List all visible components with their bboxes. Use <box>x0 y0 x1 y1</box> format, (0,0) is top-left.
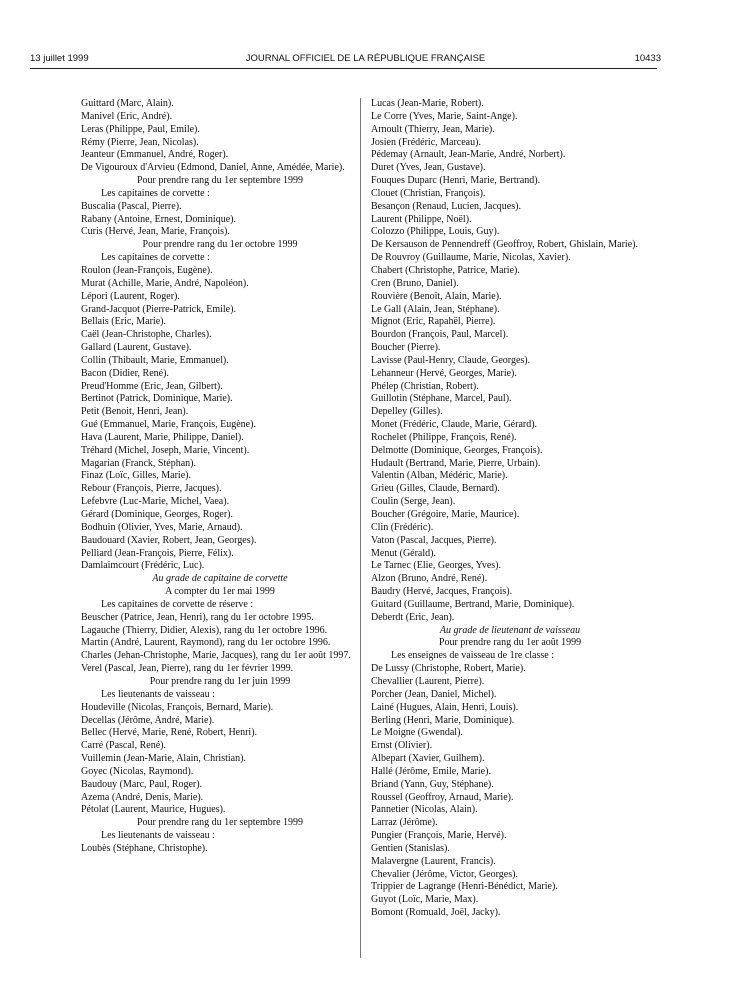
list-entry: Berling (Henri, Marie, Dominique). <box>371 714 515 726</box>
list-entry: Chabert (Christophe, Patrice, Marie). <box>371 264 520 276</box>
list-entry: Buscalia (Pascal, Pierre). <box>81 200 182 212</box>
list-entry: Hallé (Jérôme, Emile, Marie). <box>371 765 491 777</box>
list-entry: Laurent (Philippe, Noël). <box>371 213 472 225</box>
list-entry: Rochelet (Philippe, François, René). <box>371 431 517 443</box>
list-entry: Pungier (François, Marie, Hervé). <box>371 830 507 842</box>
list-entry: Bellais (Eric, Marie). <box>81 316 166 328</box>
list-entry: Cren (Bruno, Daniel). <box>371 277 459 289</box>
list-entry: Boucher (Grégoire, Marie, Maurice). <box>371 509 520 520</box>
list-entry: Le Corre (Yves, Marie, Saint-Ange). <box>371 110 518 122</box>
list-entry: De Vigouroux d'Arvieu (Edmond, Daniel, Anne, Amédée, Marie). <box>81 162 345 174</box>
list-entry: Ernst (Olivier). <box>371 740 433 752</box>
list-entry: Le Tarnec (Elie, Georges, Yves). <box>371 560 502 572</box>
list-entry: Grieu (Gilles, Claude, Bernard). <box>371 483 500 495</box>
list-entry: Boucher (Pierre). <box>371 342 441 354</box>
list-entry: Pannetier (Nicolas, Alain). <box>371 804 478 816</box>
name-list <box>81 98 359 175</box>
header-page-number: 10433 <box>634 53 661 64</box>
list-entry: Lépori (Laurent, Roger). <box>81 290 180 302</box>
list-entry: Preud'Homme (Eric, Jean, Gilbert). <box>81 380 223 392</box>
list-entry: Lefebvre (Luc-Marie, Michel, Vaea). <box>81 496 230 508</box>
section-heading: Pour prendre rang du 1er juin 1999 <box>149 675 291 687</box>
list-entry: Josien (Frédéric, Marceau). <box>371 136 481 148</box>
list-entry: Lavisse (Paul-Henry, Claude, Georges). <box>371 354 531 366</box>
grade-heading: Au grade de lieutenant de vaisseau <box>439 624 581 636</box>
header-rule <box>30 68 657 69</box>
grade-heading: Au grade de capitaine de corvette <box>152 573 288 585</box>
list-entry: Baudouard (Xavier, Robert, Jean, Georges). <box>81 534 257 546</box>
list-entry: Manivel (Eric, André). <box>81 110 173 122</box>
list-entry: Grand-Jacquot (Pierre-Patrick, Emile). <box>81 303 236 315</box>
list-entry: Damlaimcourt (Frédéric, Luc). <box>81 560 205 572</box>
list-entry: Colozzo (Philippe, Louis, Guy). <box>371 226 500 238</box>
list-entry: Phélep (Christian, Robert). <box>371 380 479 392</box>
list-entry: Verel (Pascal, Jean, Pierre), rang du 1er février 1999. <box>81 663 294 675</box>
list-entry: Trippier de Lagrange (Henri-Bénédict, Marie). <box>371 881 558 893</box>
list-entry: Lainé (Hugues, Alain, Henri, Louis). <box>371 701 519 713</box>
list-entry: Gérard (Dominique, Georges, Roger). <box>81 509 233 520</box>
list-entry: Roussel (Geoffroy, Arnaud, Marie). <box>371 791 514 803</box>
list-entry: Menut (Gérald). <box>371 547 436 559</box>
list-entry: Larraz (Jérôme). <box>371 817 438 829</box>
list-entry: Guittard (Marc, Alain). <box>81 98 174 109</box>
list-entry: Azema (André, Denis, Marie). <box>81 791 204 803</box>
list-entry: Depelley (Gilles). <box>371 406 443 418</box>
subheading: Les capitaines de corvette : <box>101 252 210 264</box>
list-entry: Roulon (Jean-François, Eugène). <box>81 264 213 276</box>
list-entry: Rouvière (Benoît, Alain, Marie). <box>371 290 502 302</box>
list-entry: Clin (Frédéric). <box>371 521 434 533</box>
list-entry: Beuscher (Patrice, Jean, Henri), rang du 1er octobre 1995. <box>81 611 314 623</box>
section-heading: A compter du 1er mai 1999 <box>165 586 275 598</box>
list-entry: Albepart (Xavier, Guilhem). <box>371 753 485 765</box>
list-entry: Pédemay (Arnault, Jean-Marie, André, Norbert). <box>371 149 566 161</box>
list-entry: Rémy (Pierre, Jean, Nicolas). <box>81 136 199 148</box>
list-entry: Rabany (Antoine, Ernest, Dominique). <box>81 213 236 225</box>
section-heading: Pour prendre rang du 1er septembre 1999 <box>136 817 304 829</box>
list-entry: Vuillemin (Jean-Marie, Alain, Christian). <box>81 753 246 765</box>
section-heading: Pour prendre rang du 1er septembre 1999 <box>136 175 304 187</box>
list-entry: Lehanneur (Hervé, Georges, Marie). <box>371 367 517 379</box>
list-entry: Coulin (Serge, Jean). <box>371 496 456 508</box>
list-entry: Pelliard (Jean-François, Pierre, Félix). <box>81 547 234 559</box>
list-entry: Gallard (Laurent, Gustave). <box>81 342 192 354</box>
list-entry: De Kersauson de Pennendreff (Geoffroy, Robert, Ghislain, Marie). <box>371 239 638 251</box>
section-heading: Pour prendre rang du 1er août 1999 <box>438 637 582 649</box>
name-list <box>81 201 359 240</box>
list-entry: Porcher (Jean, Daniel, Michel). <box>371 688 497 700</box>
list-entry: Vaton (Pascal, Jacques, Pierre). <box>371 534 497 546</box>
list-entry: De Rouvroy (Guillaume, Marie, Nicolas, Xavier). <box>371 252 571 264</box>
list-entry: Mignot (Eric, Rapahël, Pierre). <box>371 316 496 328</box>
list-entry: Guillotin (Stéphane, Marcel, Paul). <box>371 393 512 405</box>
list-entry: Bomont (Romuald, Joël, Jacky). <box>371 907 501 919</box>
list-entry: Rebour (François, Pierre, Jacques). <box>81 483 222 495</box>
list-entry: Deberdt (Eric, Jean). <box>371 611 455 623</box>
list-entry: Monet (Frédéric, Claude, Marie, Gérard). <box>371 419 538 431</box>
list-entry: Petit (Benoit, Henri, Jean). <box>81 406 189 418</box>
list-entry: Chevalier (Jérôme, Victor, Georges). <box>371 868 518 880</box>
list-entry: Gué (Emmanuel, Marie, François, Eugène). <box>81 419 256 431</box>
header-date: 13 juillet 1999 <box>30 53 89 64</box>
list-entry: Le Moigne (Gwendal). <box>371 727 463 739</box>
list-entry: Briand (Yann, Guy, Stéphane). <box>371 778 494 790</box>
name-list <box>371 98 649 625</box>
name-list <box>81 843 359 856</box>
list-entry: De Lussy (Christophe, Robert, Marie). <box>371 663 526 675</box>
list-entry: Tréhard (Michel, Joseph, Marie, Vincent). <box>81 444 250 456</box>
list-entry: Bodhuin (Olivier, Yves, Marie, Arnaud). <box>81 521 243 533</box>
list-entry: Delmotte (Dominique, Georges, François). <box>371 444 543 456</box>
list-entry: Bourdon (François, Paul, Marcel). <box>371 329 509 341</box>
list-entry: Lucas (Jean-Marie, Robert). <box>371 98 484 109</box>
name-list <box>81 265 359 573</box>
subheading: Les lieutenants de vaisseau : <box>101 830 215 842</box>
name-list <box>81 702 359 818</box>
list-entry: Baudouy (Marc, Paul, Roger). <box>81 778 203 790</box>
list-entry: Besançon (Renaud, Lucien, Jacques). <box>371 200 521 212</box>
list-entry: Bertinot (Patrick, Dominique, Marie). <box>81 393 233 405</box>
list-entry: Hava (Laurent, Marie, Philippe, Daniel). <box>81 431 244 443</box>
column-divider <box>360 98 361 958</box>
list-entry: Alzon (Bruno, André, René). <box>371 573 488 585</box>
list-entry: Decellas (Jérôme, André, Marie). <box>81 714 215 726</box>
list-entry: Pétolat (Laurent, Maurice, Hugues). <box>81 804 226 816</box>
list-entry: Collin (Thibault, Marie, Emmanuel). <box>81 354 229 366</box>
list-entry: Caël (Jean-Christophe, Charles). <box>81 329 212 341</box>
list-entry: Leras (Philippe, Paul, Emile). <box>81 123 200 135</box>
list-entry: Finaz (Loïc, Gilles, Marie). <box>81 470 191 482</box>
subheading: Les lieutenants de vaisseau : <box>101 688 215 700</box>
name-list <box>81 612 359 676</box>
subheading: Les enseignes de vaisseau de 1re classe : <box>391 650 554 662</box>
list-entry: Guyot (Loïc, Marie, Max). <box>371 894 479 906</box>
list-entry: Valentin (Alban, Médéric, Marie). <box>371 470 508 482</box>
list-entry: Murat (Achille, Marie, André, Napoléon). <box>81 277 249 289</box>
list-entry: Carré (Pascal, René). <box>81 740 166 752</box>
list-entry: Duret (Yves, Jean, Gustave). <box>371 162 486 174</box>
list-entry: Jeanteur (Emmanuel, André, Roger). <box>81 149 229 161</box>
name-list <box>371 663 649 920</box>
list-entry: Charles (Jehan-Christophe, Marie, Jacques), rang du 1er août 1997. <box>81 650 351 662</box>
list-entry: Goyec (Nicolas, Raymond). <box>81 765 194 777</box>
subheading: Les capitaines de corvette : <box>101 187 210 199</box>
list-entry: Baudry (Hervé, Jacques, François). <box>371 586 513 598</box>
list-entry: Hudault (Bertrand, Marie, Pierre, Urbain). <box>371 457 541 469</box>
subheading: Les capitaines de corvette de réserve : <box>101 598 254 610</box>
list-entry: Guitard (Guillaume, Bertrand, Marie, Dominique). <box>371 598 575 610</box>
list-entry: Magarian (Franck, Stéphan). <box>81 457 196 469</box>
right-column <box>371 98 649 920</box>
list-entry: Martin (André, Laurent, Raymond), rang du 1er octobre 1996. <box>81 637 331 649</box>
list-entry: Malavergne (Laurent, Francis). <box>371 855 496 867</box>
list-entry: Fouques Duparc (Henri, Marie, Bertrand). <box>371 175 541 187</box>
list-entry: Loubès (Stéphane, Christophe). <box>81 842 208 854</box>
left-column <box>81 98 359 856</box>
list-entry: Le Gall (Alain, Jean, Stéphane). <box>371 303 500 315</box>
list-entry: Arnoult (Thierry, Jean, Marie). <box>371 123 495 135</box>
list-entry: Curis (Hervé, Jean, Marie, François). <box>81 226 230 238</box>
list-entry: Lagauche (Thierry, Didier, Alexis), rang du 1er octobre 1996. <box>81 624 328 636</box>
list-entry: Bacon (Didier, René). <box>81 367 169 379</box>
list-entry: Bellec (Hervé, Marie, René, Robert, Henri). <box>81 727 258 739</box>
section-heading: Pour prendre rang du 1er octobre 1999 <box>142 239 298 251</box>
header-journal-title: JOURNAL OFFICIEL DE LA RÉPUBLIQUE FRANÇAISE <box>245 53 486 64</box>
list-entry: Chevallier (Laurent, Pierre). <box>371 675 485 687</box>
list-entry: Houdeville (Nicolas, François, Bernard, Marie). <box>81 701 274 713</box>
list-entry: Clouet (Christian, François). <box>371 187 486 199</box>
list-entry: Gentien (Stanislas). <box>371 842 450 854</box>
